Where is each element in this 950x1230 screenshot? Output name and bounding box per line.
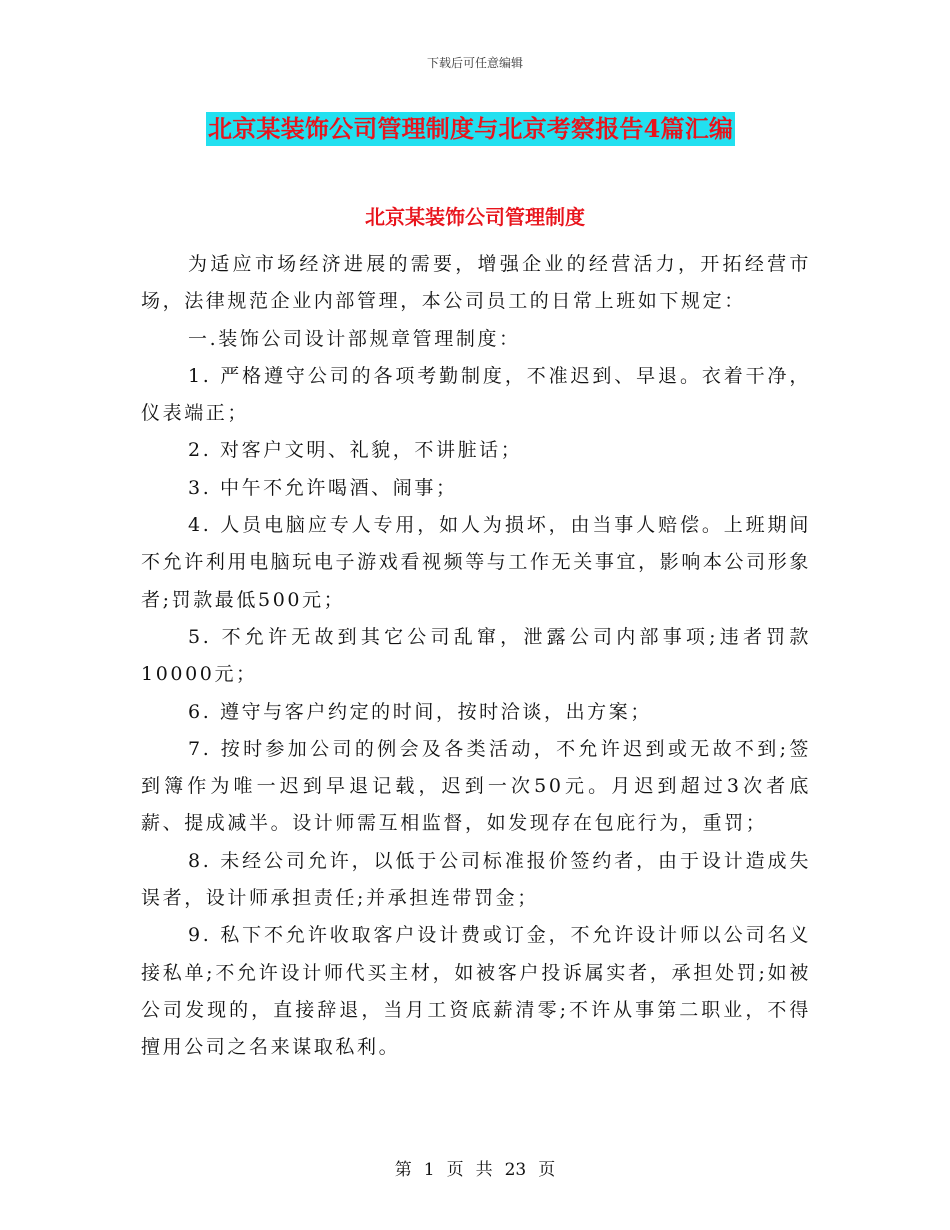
paragraph-rule-3: 3. 中午不允许喝酒、闹事； xyxy=(188,476,458,499)
document-body xyxy=(141,246,811,1067)
paragraph-rule-8: 8. 未经公司允许，以低于公司标准报价签约者，由于设计造成失误者，设计师承担责任;并承担连带罚金； xyxy=(141,849,811,910)
paragraph-section-heading: 一.装饰公司设计部规章管理制度： xyxy=(188,327,521,350)
header-note: 下载后可任意编辑 xyxy=(426,56,523,70)
footer-total-label: 共 xyxy=(475,1160,493,1180)
section-title: 北京某装饰公司管理制度 xyxy=(365,205,585,229)
page-footer xyxy=(0,1155,950,1180)
paragraph-rule-5: 5. 不允许无故到其它公司乱窜，泄露公司内部事项;违者罚款10000元； xyxy=(141,625,811,686)
footer-page-unit: 页 xyxy=(446,1160,464,1180)
footer-page-current: 1 xyxy=(423,1160,435,1180)
paragraph-rule-2: 2. 对客户文明、礼貌，不讲脏话； xyxy=(188,439,523,462)
paragraph-rule-9: 9. 私下不允许收取客户设计费或订金，不允许设计师以公司名义接私单;不允许设计师代买主材，如被客户投诉属实者，承担处罚;如被公司发现的，直接辞退，当月工资底薪清零;不许从事第二职业，不得擅用公司之名来谋取私利。 xyxy=(141,924,811,1059)
paragraph-intro: 为适应市场经济进展的需要，增强企业的经营活力，开拓经营市场，法律规范企业内部管理，本公司员工的日常上班如下规定： xyxy=(141,253,811,313)
paragraph-rule-4: 4. 人员电脑应专人专用，如人为损坏，由当事人赔偿。上班期间不允许利用电脑玩电子游戏看视频等与工作无关事宜，影响本公司形象者;罚款最低500元； xyxy=(141,514,811,611)
footer-total-unit: 页 xyxy=(538,1160,556,1180)
footer-page-label: 第 xyxy=(394,1160,412,1180)
footer-page-total: 23 xyxy=(504,1160,527,1180)
document-title: 北京某装饰公司管理制度与北京考察报告4篇汇编 xyxy=(206,112,735,146)
paragraph-rule-1: 1. 严格遵守公司的各项考勤制度，不准迟到、早退。衣着干净，仪表端正； xyxy=(141,364,811,425)
paragraph-rule-6: 6. 遵守与客户约定的时间，按时洽谈，出方案； xyxy=(188,700,652,723)
paragraph-rule-7: 7. 按时参加公司的例会及各类活动，不允许迟到或无故不到;签到簿作为唯一迟到早退记载，迟到一次50元。月迟到超过3次者底薪、提成减半。设计师需互相监督，如发现存在包庇行为，重罚； xyxy=(141,737,811,835)
